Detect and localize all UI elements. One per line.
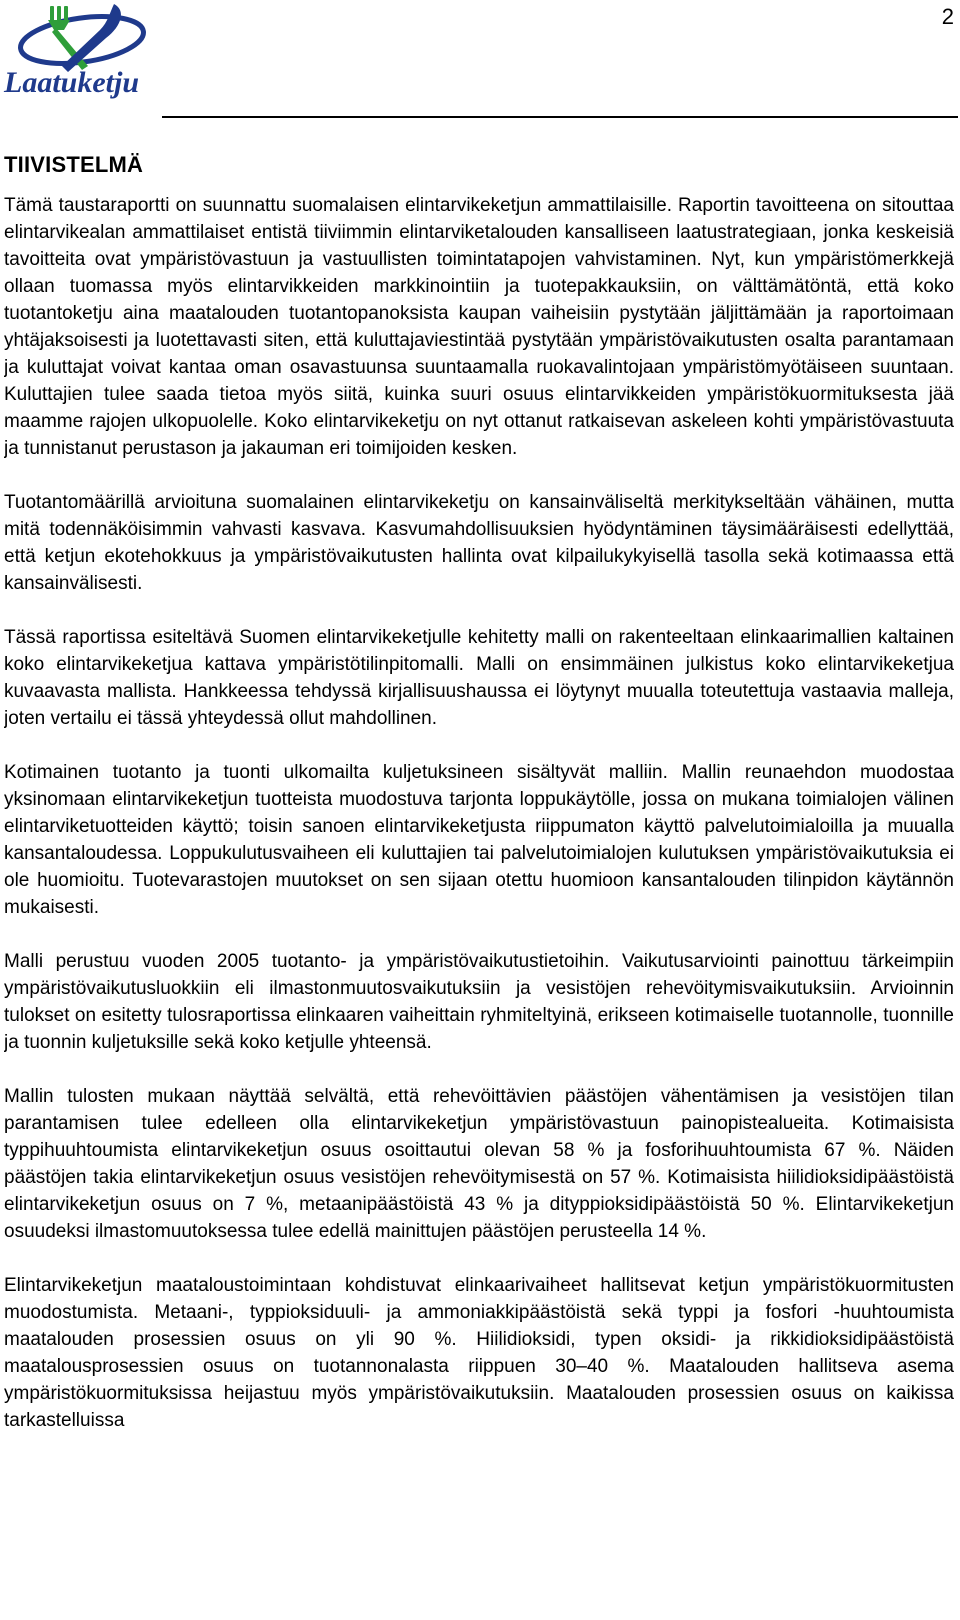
section-heading: TIIVISTELMÄ bbox=[4, 152, 144, 177]
page-header bbox=[0, 0, 960, 120]
paragraph-4: Kotimainen tuotanto ja tuonti ulkomailta kuljetuksineen sisältyvät malliin. Mallin reunaehdon muodostaa yksinomaan elintarvikeketjun tuotteista muodostuva tarjonta loppukäytölle, jossa on mukana toimialojen välinen elintarviketuotteiden käyttö; toisin sanoen elintarvikeketjusta riippumaton käyttö palvelutoimialoilla ja muualla kansantaloudessa. Loppukulutusvaiheen eli kuluttajien tai palvelutoimialojen kulutuksen ympäristövaikutuksia ei ole huomioitu. Tuotevarastojen muutokset on sen sijaan otettu huomioon kansantalouden tilinpidon käytännön mukaisesti. bbox=[4, 762, 954, 918]
paragraph-7: Elintarvikeketjun maataloustoimintaan kohdistuvat elinkaarivaiheet hallitsevat ketjun ympäristökuormitusten muodostumista. Metaani-, typpioksiduuli- ja ammoniakkipäästöistä sekä typpi ja fosfori -huuhtoumista maatalouden prosessien osuus on yli 90 %. Hiilidioksidi, typen oksidi- ja rikkidioksidipäästöistä maatalousprosessien osuus on tuotannonalasta riippuen 30–40 %. Maatalouden hallitseva asema ympäristökuormituksissa heijastuu myös ympäristövaikutuksiin. Maatalouden prosessien osuus on kaikissa tarkastelluissa bbox=[4, 1275, 954, 1431]
paragraph-5: Malli perustuu vuoden 2005 tuotanto- ja ympäristövaikutustietoihin. Vaikutusarviointi painottuu tärkeimpiin ympäristövaikutusluokkiin eli ilmastonmuutosvaikutuksiin ja vesistöjen rehevöitymisvaikutuksiin. Arvioinnin tulokset on esitetty tulosraportissa elinkaaren vaiheittain ryhmiteltyinä, erikseen kotimaiselle tuotannolle, tuonnille ja tuonnin kuljetuksille sekä koko ketjulle yhteensä. bbox=[4, 951, 954, 1053]
laatuketju-logo-icon bbox=[2, 0, 164, 100]
logo-wordmark: Laatuketju bbox=[4, 66, 140, 99]
paragraph-1: Tämä taustaraportti on suunnattu suomalaisen elintarvikeketjun ammattilaisille. Raportin tavoitteena on sitouttaa elintarvikealan ammattilaiset entistä tiiviimmin elintarviketalouden kansalliseen laatustrategiaan, jonka keskeisiä tavoitteita ovat ympäristövastuun ja vastuullisten toimintatapojen vahvistaminen. Nyt, kun ympäristömerkkejä ollaan tuomassa myös elintarvikkeiden markkinointiin ja tuotepakkauksiin, on välttämätöntä, että koko tuotantoketju aina maatalouden tuotantopanoksista kaupan vaiheisiin pystytään jäljittämään ja raportoimaan yhtäjaksoisesti ja luotettavasti siten, että kuluttajaviestintää pystytään ympäristövaikutusten osalta parantamaan ja kuluttajat voivat kantaa oman osavastuunsa suuntaamalla ruokavalintojaan ympäristömyötäiseen suuntaan. Kuluttajien tulee saada tietoa myös siitä, kuinka suuri osuus elintarvikkeiden ympäristökuormituksesta jää maamme rajojen ulkopuolelle. Koko elintarvikeketju on nyt ottanut ratkaisevan askeleen kohti ympäristövastuuta ja tunnistanut perustason ja jakauman eri toimijoiden kesken. bbox=[4, 195, 954, 459]
header-rule bbox=[162, 116, 958, 118]
paragraph-6: Mallin tulosten mukaan näyttää selvältä, että rehevöittävien päästöjen vähentämisen ja vesistöjen tilan parantamisen tulee edelleen olla elintarvikeketjun ympäristövastuun painopistealueita. Kotimaisista typpihuuhtoumista elintarvikeketjun osuus osoittautui olevan 58 % ja fosforihuuhtoumista 67 %. Näiden päästöjen takia elintarvikeketjun osuus vesistöjen rehevöitymisestä on 57 %. Kotimaisista hiilidioksidipäästöistä elintarvikeketjun osuus on 7 %, metaanipäästöistä 43 % ja dityppioksidipäästöistä 50 %. Elintarvikeketjun osuudeksi ilmastomuutoksessa tulee edellä mainittujen päästöjen perusteella 14 %. bbox=[4, 1086, 954, 1242]
paragraph-3: Tässä raportissa esiteltävä Suomen elintarvikeketjulle kehitetty malli on rakenteeltaan elinkaarimallien kaltainen koko elintarvikeketjua kattava ympäristötilinpitomalli. Malli on ensimmäinen julkistus koko elintarvikeketjua kuvaavasta mallista. Hankkeessa tehdyssä kirjallisuushaussa ei löytynyt muualla toteutettuja vastaavia malleja, joten vertailu ei tässä yhteydessä ollut mahdollinen. bbox=[4, 627, 954, 729]
document-body bbox=[4, 150, 954, 1616]
paragraph-2: Tuotantomäärillä arvioituna suomalainen elintarvikeketju on kansainväliseltä merkitykseltään vähäinen, mutta mitä todennäköisimmin vahvasti kasvava. Kasvumahdollisuuksien hyödyntäminen täysimääräisesti edellyttää, että ketjun ekotehokkuus ja ympäristövaikutusten hallinta ovat kilpailukykyisellä tasolla sekä kotimaassa että kansainvälisesti. bbox=[4, 492, 954, 594]
page-number: 2 bbox=[941, 4, 954, 29]
